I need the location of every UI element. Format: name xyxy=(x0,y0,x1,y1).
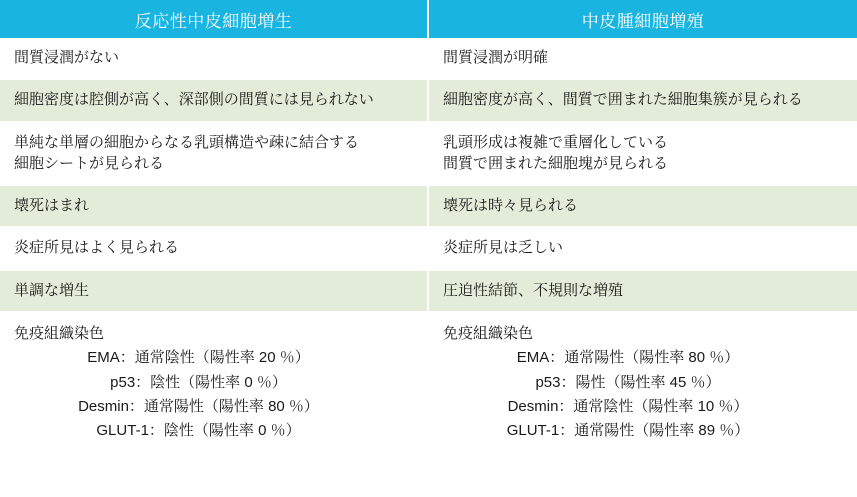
table-row-immunostain xyxy=(0,312,857,454)
cell-left-6 xyxy=(0,270,428,312)
cell-line: 細胞密度は腔側が高く、深部側の間質には見られない xyxy=(14,91,374,109)
cell-right-6 xyxy=(428,270,857,312)
immunostain-list xyxy=(14,347,413,441)
header-cell-reactive-mesothelial: 反応性中皮細胞増生 xyxy=(0,0,428,38)
cell-right-1 xyxy=(428,38,857,79)
table-row xyxy=(0,79,857,121)
cell-line: 細胞密度が高く、間質で囲まれた細胞集簇が見られる xyxy=(443,91,803,109)
table-row xyxy=(0,270,857,312)
immunostain-list xyxy=(443,347,843,441)
cell-right-immunostain xyxy=(428,312,857,454)
cell-line: 間質で囲まれた細胞塊が見られる xyxy=(443,154,669,172)
immunostain-item-desmin: Desmin：通常陰性（陽性率 10 ％） xyxy=(507,397,749,415)
immunostain-item-p53: p53：陰性（陽性率 0 ％） xyxy=(110,373,287,391)
immunostain-item-p53: p53：陽性（陽性率 45 ％） xyxy=(535,373,721,391)
cell-line: 炎症所見は乏しい xyxy=(443,239,564,257)
cell-line: 壊死は時々見られる xyxy=(443,197,579,215)
cell-right-5 xyxy=(428,227,857,269)
cell-line: 圧迫性結節、不規則な増殖 xyxy=(443,281,624,299)
immunostain-item-ema: EMA：通常陰性（陽性率 20 ％） xyxy=(87,349,310,367)
cell-left-immunostain xyxy=(0,312,428,454)
cell-line: 単調な増生 xyxy=(14,281,90,299)
table-header xyxy=(0,0,857,38)
cell-right-2 xyxy=(428,79,857,121)
table-row xyxy=(0,227,857,269)
cell-left-1 xyxy=(0,38,428,79)
immunostain-item-ema: EMA：通常陽性（陽性率 80 ％） xyxy=(516,349,740,367)
cell-left-2 xyxy=(0,79,428,121)
table-row xyxy=(0,38,857,79)
cell-line: 単純な単層の細胞からなる乳頭構造や疎に結合する xyxy=(14,133,360,151)
table-row xyxy=(0,122,857,186)
table-body xyxy=(0,38,857,455)
cell-line: 間質浸潤がない xyxy=(14,49,120,66)
immunostain-title: 免疫組織染色 xyxy=(443,325,534,343)
cell-line: 炎症所見はよく見られる xyxy=(14,239,180,257)
cell-left-5 xyxy=(0,227,428,269)
cell-right-3 xyxy=(428,122,857,186)
table-row xyxy=(0,185,857,227)
cell-line: 乳頭形成は複雑で重層化している xyxy=(443,133,669,151)
immunostain-title: 免疫組織染色 xyxy=(14,325,105,343)
immunostain-item-glut1: GLUT-1：通常陽性（陽性率 89 ％） xyxy=(506,422,750,440)
cell-line: 細胞シートが見られる xyxy=(14,154,165,172)
immunostain-item-desmin: Desmin：通常陽性（陽性率 80 ％） xyxy=(78,397,319,415)
cell-left-3 xyxy=(0,122,428,186)
header-cell-mesothelioma: 中皮腫細胞増殖 xyxy=(428,0,857,38)
cell-line: 間質浸潤が明確 xyxy=(443,49,549,66)
cell-right-4 xyxy=(428,185,857,227)
immunostain-item-glut1: GLUT-1：陰性（陽性率 0 ％） xyxy=(96,422,301,440)
cell-left-4 xyxy=(0,185,428,227)
cell-line: 壊死はまれ xyxy=(14,197,90,215)
table-header-row xyxy=(0,0,857,38)
